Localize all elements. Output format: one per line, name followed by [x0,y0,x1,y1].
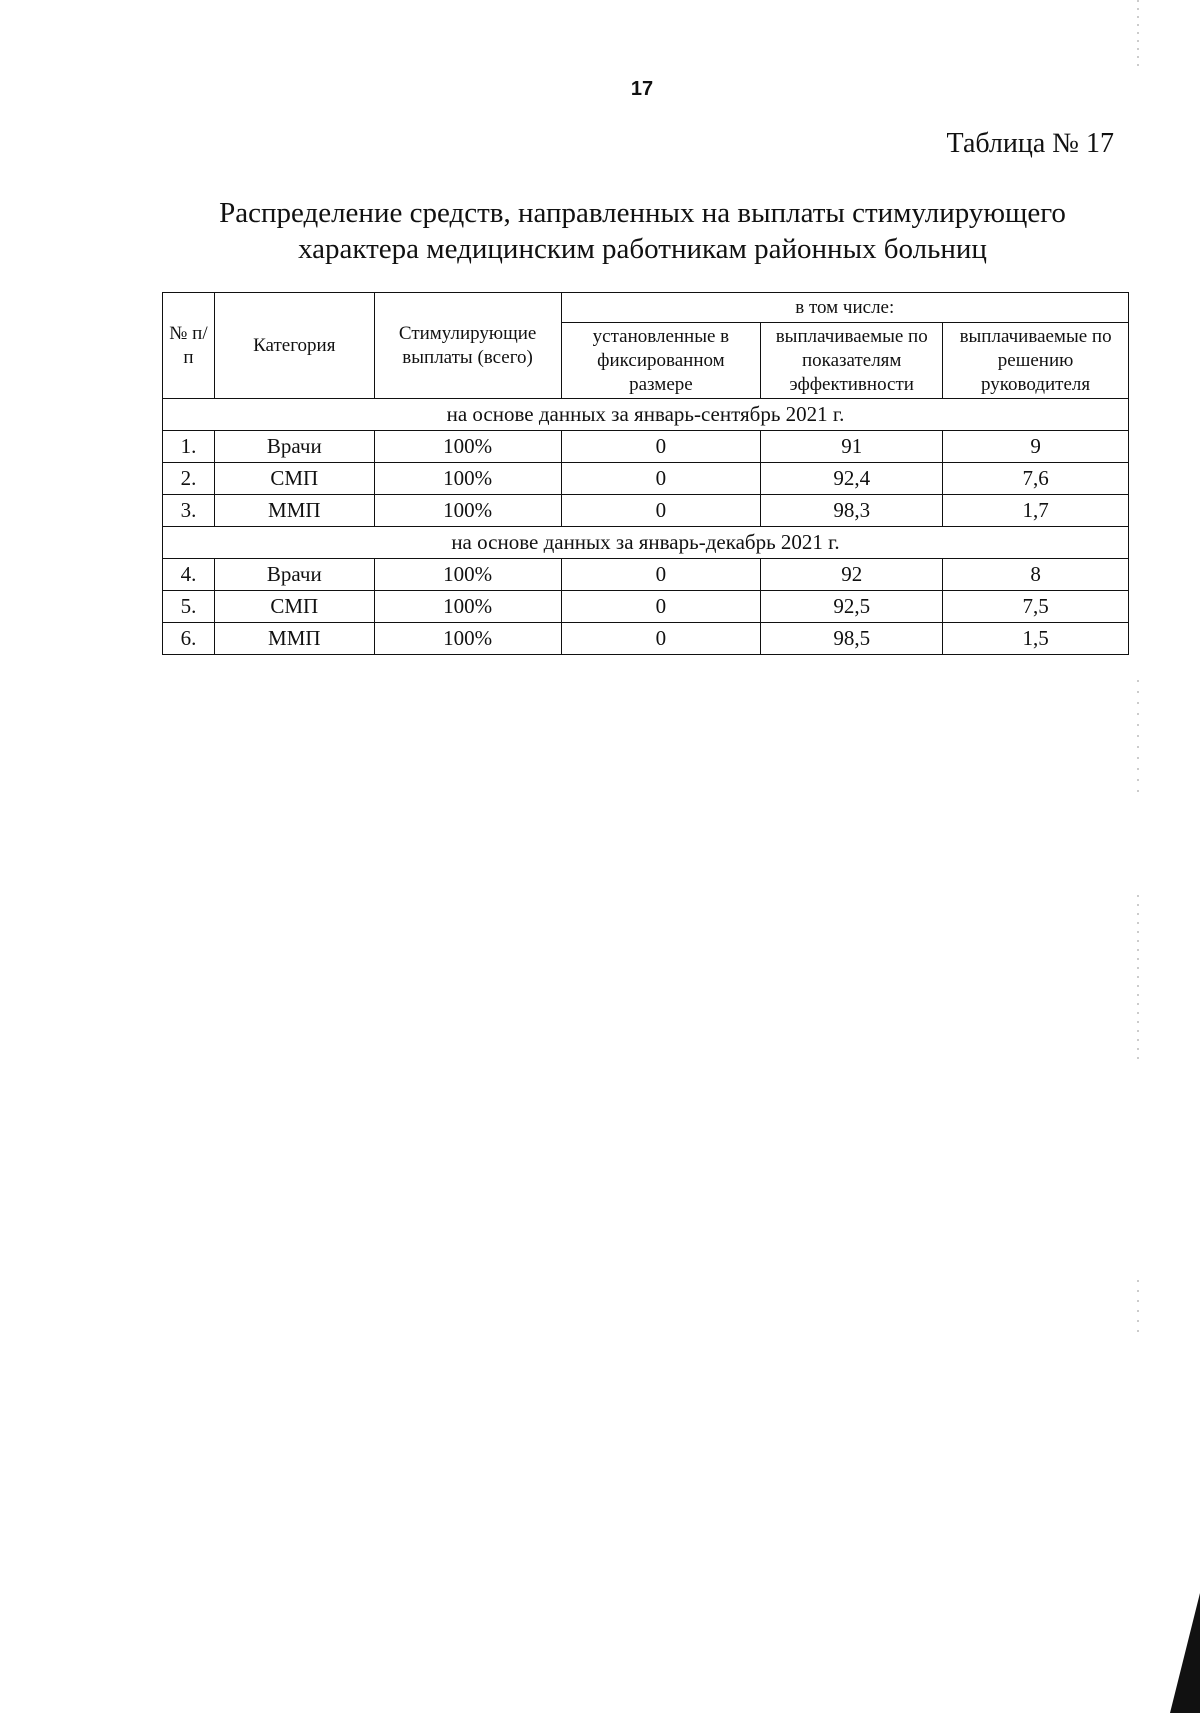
row-fixed: 0 [561,559,761,591]
row-efficiency: 98,5 [761,623,943,655]
section-row [163,527,1129,559]
row-fixed: 0 [561,591,761,623]
row-number: 2. [163,463,215,495]
page-number: 17 [630,78,654,100]
header-including: в том числе: [561,293,1128,323]
row-fixed: 0 [561,463,761,495]
row-category: ММП [214,623,374,655]
row-number: 3. [163,495,215,527]
row-category: СМП [214,463,374,495]
table-label: Таблица № 17 [946,128,1114,159]
distribution-table [162,292,1129,655]
table-row [163,431,1129,463]
row-manager: 7,5 [943,591,1129,623]
document-title [150,195,1135,267]
row-manager: 7,6 [943,463,1129,495]
row-number: 6. [163,623,215,655]
row-manager: 8 [943,559,1129,591]
row-total: 100% [374,559,561,591]
header-manager: выплачиваемые по решению руководителя [943,323,1129,399]
row-total: 100% [374,495,561,527]
row-total: 100% [374,463,561,495]
row-category: Врачи [214,559,374,591]
header-fixed: установленные в фиксированном размере [561,323,761,399]
row-efficiency: 92,5 [761,591,943,623]
title-line-1: Распределение средств, направленных на выплаты стимулирующего [219,197,1066,229]
row-efficiency: 92,4 [761,463,943,495]
row-fixed: 0 [561,623,761,655]
section-row [163,399,1129,431]
header-total: Стимулирующие выплаты (всего) [374,293,561,399]
row-fixed: 0 [561,431,761,463]
row-total: 100% [374,591,561,623]
table-row [163,495,1129,527]
section-title: на основе данных за январь-сентябрь 2021 г. [163,399,1129,431]
row-total: 100% [374,623,561,655]
row-number: 4. [163,559,215,591]
scan-corner-mark [1170,1593,1200,1713]
row-number: 1. [163,431,215,463]
header-number: № п/п [163,293,215,399]
section-title: на основе данных за январь-декабрь 2021 г. [163,527,1129,559]
row-total: 100% [374,431,561,463]
row-efficiency: 91 [761,431,943,463]
row-efficiency: 98,3 [761,495,943,527]
scan-edge-marks [1136,0,1140,1713]
table-row [163,559,1129,591]
header-efficiency: выплачиваемые по показателям эффективности [761,323,943,399]
row-category: СМП [214,591,374,623]
row-fixed: 0 [561,495,761,527]
table-row [163,591,1129,623]
table-row [163,463,1129,495]
header-category: Категория [214,293,374,399]
row-number: 5. [163,591,215,623]
title-line-2: характера медицинским работникам районных больниц [298,233,987,265]
row-manager: 9 [943,431,1129,463]
table-row [163,623,1129,655]
row-manager: 1,5 [943,623,1129,655]
row-category: ММП [214,495,374,527]
row-manager: 1,7 [943,495,1129,527]
row-efficiency: 92 [761,559,943,591]
row-category: Врачи [214,431,374,463]
